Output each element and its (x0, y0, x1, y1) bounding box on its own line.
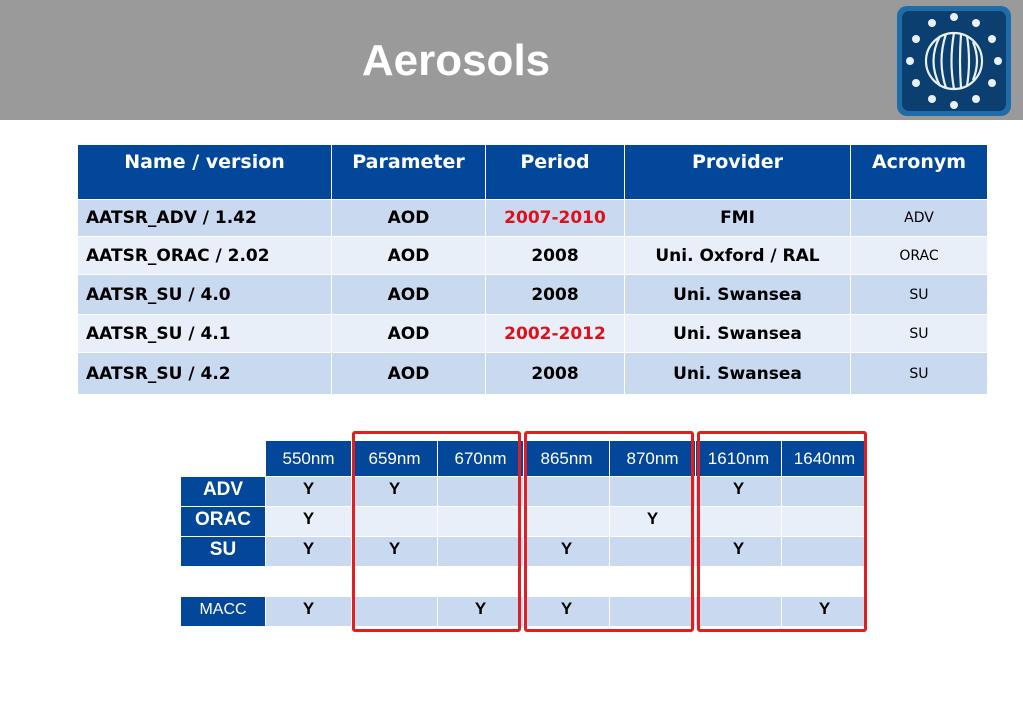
wavelength-cell: Y (266, 477, 352, 507)
period-cell: 2007-2010 (486, 200, 625, 237)
highlight-box-659-670 (352, 431, 521, 632)
parameter-cell: AOD (332, 275, 486, 315)
dataset-table (77, 144, 988, 395)
period-cell: 2002-2012 (486, 315, 625, 353)
parameter-cell: AOD (332, 237, 486, 275)
acronym-cell: SU (851, 353, 988, 395)
wavelength-cell: Y (524, 597, 610, 627)
period-cell: 2008 (486, 353, 625, 395)
table-row (78, 275, 988, 315)
wavelength-header: 1640nm (782, 441, 868, 477)
wavelength-cell: Y (266, 507, 352, 537)
slide-title: Aerosols (361, 36, 551, 85)
column-header: Provider (625, 145, 851, 200)
wavelength-header: 870nm (610, 441, 696, 477)
wavelength-cell: Y (696, 537, 782, 567)
blank-corner (181, 441, 266, 477)
wavelength-cell: Y (266, 597, 352, 627)
period-cell: 2008 (486, 237, 625, 275)
provider-cell: Uni. Swansea (625, 315, 851, 353)
name-cell: AATSR_ADV / 1.42 (78, 200, 332, 237)
provider-cell: Uni. Oxford / RAL (625, 237, 851, 275)
wavelength-cell: Y (610, 507, 696, 537)
provider-cell: Uni. Swansea (625, 275, 851, 315)
name-cell: AATSR_SU / 4.1 (78, 315, 332, 353)
wavelength-header: 865nm (524, 441, 610, 477)
period-cell: 2008 (486, 275, 625, 315)
provider-cell: Uni. Swansea (625, 353, 851, 395)
wavelength-cell: Y (438, 597, 524, 627)
wavelength-cell: Y (266, 537, 352, 567)
wavelength-cell: Y (782, 597, 868, 627)
wavelength-cell: Y (352, 477, 438, 507)
column-header: Acronym (851, 145, 988, 200)
wavelength-cell: Y (352, 537, 438, 567)
name-cell: AATSR_SU / 4.2 (78, 353, 332, 395)
acronym-cell: ADV (851, 200, 988, 237)
wavelength-header: 670nm (438, 441, 524, 477)
parameter-cell: AOD (332, 200, 486, 237)
name-cell: AATSR_ORAC / 2.02 (78, 237, 332, 275)
wavelength-header: 1610nm (696, 441, 782, 477)
title-bar (0, 0, 1023, 120)
wavelength-cell: Y (696, 477, 782, 507)
highlight-box-1610-1640 (697, 431, 867, 632)
table-row (78, 315, 988, 353)
row-label: ORAC (181, 507, 266, 537)
table-row (78, 200, 988, 237)
column-header: Parameter (332, 145, 486, 200)
parameter-cell: AOD (332, 315, 486, 353)
wavelength-cell: Y (524, 537, 610, 567)
acronym-cell: SU (851, 315, 988, 353)
table-row (78, 353, 988, 395)
table-row (78, 237, 988, 275)
row-label: ADV (181, 477, 266, 507)
globe-logo-icon (895, 4, 1013, 118)
provider-cell: FMI (625, 200, 851, 237)
column-header: Name / version (78, 145, 332, 200)
wavelength-header: 659nm (352, 441, 438, 477)
row-label: SU (181, 537, 266, 567)
row-label: MACC (181, 597, 266, 627)
highlight-box-865-870 (524, 431, 694, 632)
table-header-row (78, 145, 988, 200)
acronym-cell: ORAC (851, 237, 988, 275)
name-cell: AATSR_SU / 4.0 (78, 275, 332, 315)
column-header: Period (486, 145, 625, 200)
parameter-cell: AOD (332, 353, 486, 395)
wavelength-header: 550nm (266, 441, 352, 477)
acronym-cell: SU (851, 275, 988, 315)
